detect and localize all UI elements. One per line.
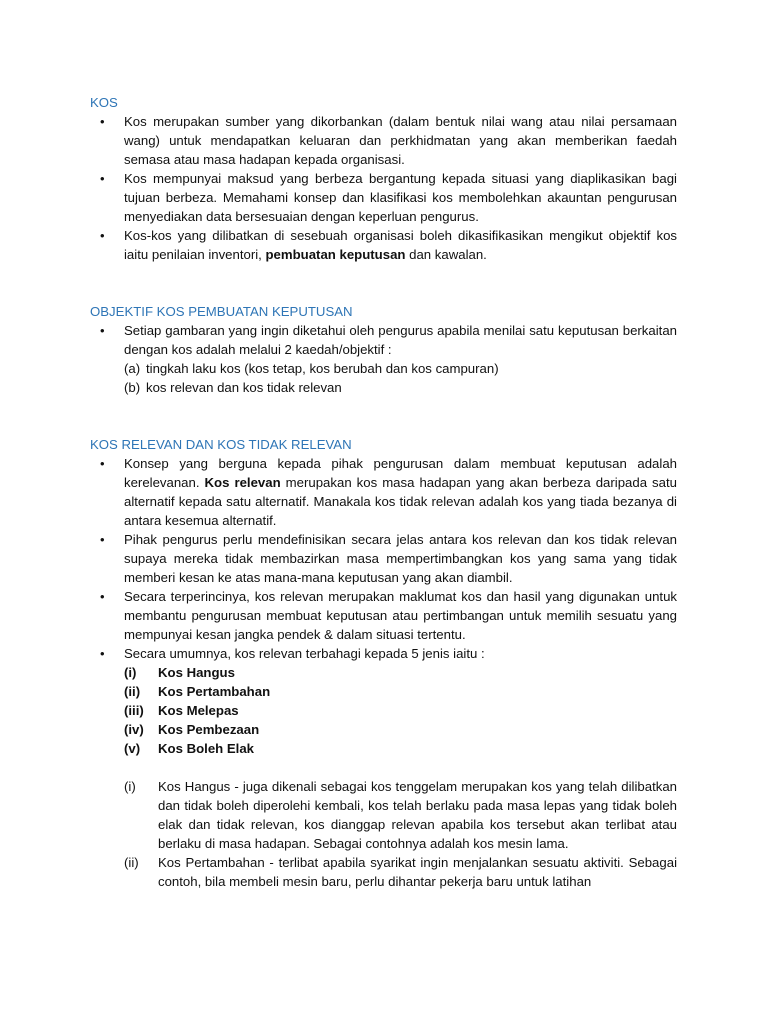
- bullet-text: Pihak pengurus perlu mendefinisikan secara jelas antara kos relevan dan kos tidak relevan supaya mereka tidak membazirkan masa mempertimbangkan kos yang sama yang tidak memberi kesan ke atas mana-mana keputusan yang akan diambil.: [124, 532, 677, 585]
- type-label: Kos Boleh Elak: [158, 741, 255, 756]
- bullet-icon: •: [100, 456, 105, 471]
- list-item: [90, 321, 677, 397]
- bullet-icon: •: [100, 589, 105, 604]
- bullet-text: Setiap gambaran yang ingin diketahui oleh pengurus apabila menilai satu keputusan berkaitan dengan kos adalah melalui 2 kaedah/objektif :: [124, 323, 677, 357]
- bold-term: Kos relevan: [204, 475, 281, 490]
- sub-marker: (a): [124, 361, 141, 376]
- bullet-text: Secara terperincinya, kos relevan merupakan maklumat kos dan hasil yang digunakan untuk membantu pengurusan membuat keputusan atau pertimbangan untuk memilih sesuatu yang mempunyai kesan jangka pendek & dalam situasi tertentu.: [124, 589, 677, 642]
- bullet-text-post: dan kawalan.: [405, 247, 487, 262]
- bullet-text: Kos mempunyai maksud yang berbeza bergantung kepada situasi yang diaplikasikan bagi tujuan berbeza. Memahami konsep dan klasifikasi kos membolehkan akauntan pengurusan menyediakan data bersesuaian dengan keperluan pengurus.: [124, 171, 677, 224]
- bullet-text-pre: Kos-kos yang dilibatkan di sesebuah organisasi boleh dikasifikasikan mengikut objektif kos iaitu penilaian inventori,: [124, 228, 677, 262]
- definition-text: Kos Hangus - juga dikenali sebagai kos tenggelam merupakan kos yang telah dilibatkan dan tidak boleh diperolehi kembali, kos telah berlaku pada masa lepas yang tidak boleh elak dan tidak relevan, kos dianggap relevan apabila kos tersebut akan terlibat atau berlaku di masa hadapan. Sebagai contohnya adalah kos mesin lama.: [158, 779, 677, 851]
- definition-marker: (ii): [124, 855, 139, 870]
- bullet-icon: •: [100, 532, 105, 547]
- heading-relevan: KOS RELEVAN DAN KOS TIDAK RELEVAN: [90, 437, 352, 452]
- list-item: [90, 530, 677, 587]
- type-marker: (iii): [124, 703, 144, 718]
- type-item: [124, 663, 677, 682]
- type-label: Kos Pembezaan: [158, 722, 260, 737]
- bullet-icon: •: [100, 323, 105, 338]
- sub-text: tingkah laku kos (kos tetap, kos berubah dan kos campuran): [146, 361, 499, 376]
- bullet-icon: •: [100, 171, 105, 186]
- list-item: [90, 226, 677, 264]
- type-marker: (i): [124, 665, 137, 680]
- bullet-icon: •: [100, 228, 105, 243]
- bold-term: pembuatan keputusan: [265, 247, 406, 262]
- bullet-icon: •: [100, 646, 105, 661]
- list-item: [90, 112, 677, 169]
- type-label: Kos Hangus: [158, 665, 235, 680]
- type-marker: (iv): [124, 722, 144, 737]
- list-item: [90, 644, 677, 758]
- type-label: Kos Pertambahan: [158, 684, 271, 699]
- definition-marker: (i): [124, 779, 136, 794]
- definition-item: [124, 853, 677, 891]
- sub-item: [124, 378, 677, 397]
- sub-item: [124, 359, 677, 378]
- list-item: [90, 587, 677, 644]
- type-item: [124, 720, 677, 739]
- definition-item: [124, 777, 677, 853]
- type-item: [124, 701, 677, 720]
- heading-objektif: OBJEKTIF KOS PEMBUATAN KEPUTUSAN: [90, 304, 353, 319]
- type-item: [124, 739, 677, 758]
- sub-marker: (b): [124, 380, 141, 395]
- bullet-text: Kos merupakan sumber yang dikorbankan (dalam bentuk nilai wang atau nilai persamaan wang) untuk mendapatkan keluaran dan perkhidmatan yang akan memberikan faedah semasa atau masa hadapan kepada organisasi.: [124, 114, 677, 167]
- list-item: [90, 454, 677, 530]
- type-label: Kos Melepas: [158, 703, 239, 718]
- type-item: [124, 682, 677, 701]
- type-marker: (v): [124, 741, 141, 756]
- bullet-text: Secara umumnya, kos relevan terbahagi kepada 5 jenis iaitu :: [124, 646, 485, 661]
- definition-text: Kos Pertambahan - terlibat apabila syarikat ingin menjalankan sesuatu aktiviti. Sebagai contoh, bila membeli mesin baru, perlu dihantar pekerja baru untuk latihan: [158, 855, 677, 889]
- bullet-icon: •: [100, 114, 105, 129]
- bullet-text-post: merupakan kos masa hadapan yang akan berbeza daripada satu alternatif kepada satu alternatif. Manakala kos tidak relevan adalah kos yang tiada bezanya di antara kesemua alternatif.: [124, 475, 677, 528]
- sub-text: kos relevan dan kos tidak relevan: [146, 380, 342, 395]
- objektif-bullet-list: [90, 321, 677, 397]
- bullet-text-pre: Konsep yang berguna kepada pihak pengurusan dalam membuat keputusan adalah kerelevanan.: [124, 456, 677, 490]
- type-marker: (ii): [124, 684, 141, 699]
- list-item: [90, 169, 677, 226]
- heading-kos: KOS: [90, 95, 118, 110]
- relevan-bullet-list: [90, 454, 677, 758]
- kos-bullet-list: [90, 112, 677, 264]
